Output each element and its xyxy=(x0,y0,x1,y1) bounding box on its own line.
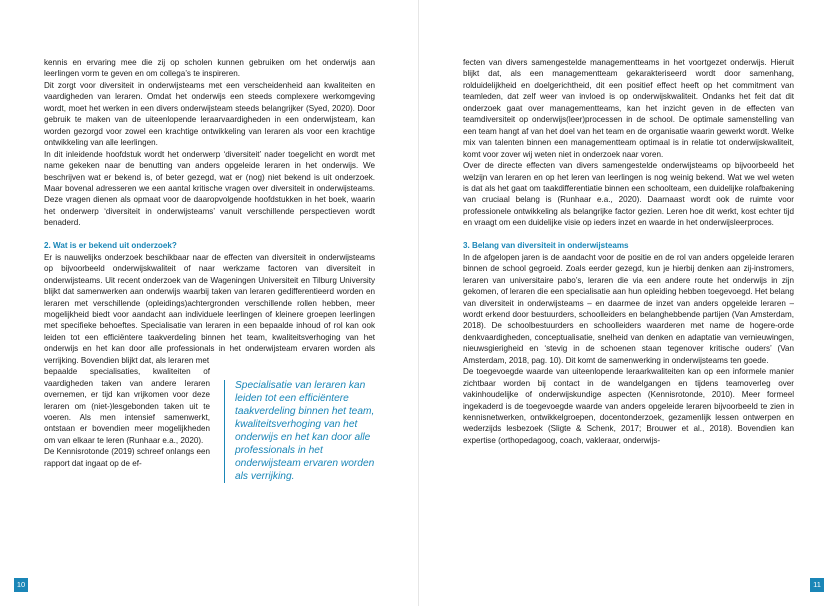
page-number-left: 10 xyxy=(14,578,28,592)
left-paragraph-2: Dit zorgt voor diversiteit in onderwijsteams met een verscheidenheid aan kwaliteiten en vaardigheden van leraren. Omdat het onderwijs een steeds complexere werkomgeving wordt, moet het werken in een divers onderwijsteam steeds belangrijker (Syed, 2020). Door gebruik te maken van de uiteenlopende leraarvaardigheden in een onderwijsteam, kan worden gezorgd voor zowel een krachtige ontwikkeling van leraren als voor een krachtige ontwikkeling van alle leerlingen. xyxy=(44,80,375,148)
section-heading-2: 2. Wat is er bekend uit onderzoek? xyxy=(44,241,177,251)
pull-quote: Specialisatie van leraren kan leiden tot een efficiëntere taakverdeling binnen het team, kwaliteitsverhoging van het onderwijs en het kan door alle professionals in het onderwijsteam ervaren worden als verrijking. xyxy=(224,380,390,483)
left-narrow-paragraph-2: De Kennisrotonde (2019) schreef onlangs een rapport dat ingaat op de ef- xyxy=(44,447,210,468)
left-text-column xyxy=(44,57,375,482)
right-paragraph-3: In de afgelopen jaren is de aandacht voor de positie en de rol van anders opgeleide leraren binnen de school gegroeid. Zoals eerder gezegd, kun je hierbij denken aan zij-instromers, leraren van universitaire pabo’s, leraren die via een andere route het onderwijs in zijn gekomen, of leraren die een specialisatie aan hun opleiding hebben toegevoegd. Het belang van diversiteit in onderwijsteams – en daarmee de inzet van anders opgeleide leraren – wordt erkend door bestuurders, schoolleiders en belanghebbende partijen (Van Amsterdam, 2018). De schoolbestuurders en schoolleiders waarderen met name de hogere-orde denkvaardigheden, conceptualisatie, snelheid van denken en adaptatie van vernieuwingen, nieuwsgierigheid en ‘stevig in de schoenen staan tegenover kritische ouders’ (Van Amsterdam, 2018, pag. 10). Dit komt de samenwerking in onderwijsteams ten goede. xyxy=(463,252,794,365)
section-heading-3: 3. Belang van diversiteit in onderwijsteams xyxy=(463,241,629,251)
right-text-column xyxy=(463,57,794,446)
left-paragraph-1: kennis en ervaring mee die zij op scholen kunnen gebruiken om het onderwijs aan leerlingen vorm te geven en om collega’s te inspireren. xyxy=(44,58,375,79)
left-section-paragraph: Er is nauwelijks onderzoek beschikbaar naar de effecten van diversiteit in onderwijsteams op bijvoorbeeld onderwijskwaliteit of naar werkzame factoren van diversiteit in onderwijsteams. Uit recent onderzoek van de Wageningen Universiteit en Tilburg University blijkt dat samenwerken aan onderwijs waarbij taken van leraren gedifferentieerd worden en leraren met verschillende (opleidings)achtergronden verschillende rollen hebben, meer mogelijkheid biedt voor aandacht aan individuele leerlingen of kleinere groepen leerlingen met specifieke behoeftes. Specialisatie van leraren in een bepaalde inhoud of rol kan ook leiden tot een efficiëntere taakverdeling binnen het team, kwaliteitsverhoging van het onderwijs en het kan door alle professionals in het onderwijsteam ervaren worden als verrijking. Bovendien blijkt dat, als leraren met xyxy=(44,252,375,365)
right-paragraph-4: De toegevoegde waarde van uiteenlopende leraarkwaliteiten kan op een informele manier zichtbaar worden bij contact in de wandelgangen en tijdens teamoverleg over vakinhoudelijke of onderwijskundige aspecten (Kennisrotonde, 2010). Meer formeel ingekaderd is de toegevoegde waarde van anders opgeleide leraren bijvoorbeeld te zien in kennisnetwerken, ontwikkelgroepen, docentonderzoek, gezamenlijk lessen ontwerpen en wederzijds lesbezoek (Sligte & Schenk, 2017; Brouwer et al., 2018). Bovendien kan expertise (orthopedagoog, coach, vakleraar, onderwijs- xyxy=(463,367,794,445)
left-paragraph-3: In dit inleidende hoofdstuk wordt het onderwerp ‘diversiteit’ nader toegelicht en wordt met name gekeken naar de benutting van anders opgeleide leraren in het onderwijs. We beschrijven wat er bekend is, of beter gezegd, wat er (nog) niet bekend is uit onderzoek. Maar bovenal adresseren we een aantal kritische vragen over diversiteit in onderwijsteams. Deze vragen dienen als opmaat voor de daaropvolgende hoofdstukken in het boek, waarin het onderwerp ‘diversiteit in onderwijsteams’ vanuit verschillende perspectieven wordt benaderd. xyxy=(44,149,375,228)
right-paragraph-2: Over de directe effecten van divers samengestelde onderwijsteams op bijvoorbeeld het welzijn van leraren en op het leren van leerlingen is nog weinig bekend. Wat we wel weten is dat als het gaat om taakdifferentiatie binnen een schoolteam, een duidelijke rolafbakening van cruciaal belang is (Runhaar e.a., 2020). Daarnaast wordt ook de ruimte voor professionele ontwikkeling als belangrijke factor gezien. Leren hoe dit werkt, kost echter tijd en vraagt om een duidelijke visie op ieders inzet en waarde in het onderwijsleerproces. xyxy=(463,161,794,228)
left-narrow-paragraph: bepaalde specialisaties, kwaliteiten of vaardigheden taken van andere leraren overnemen, er tijd kan vrijkomen voor deze leraren om (niet-)lesgebonden taken uit te voeren. Als men intensief samenwerkt, ontstaan er bovendien meer mogelijkheden om van elkaar te leren (Runhaar e.a., 2020). xyxy=(44,367,210,445)
pull-quote-block xyxy=(44,366,375,482)
right-paragraph-1: fecten van divers samengestelde managementteams in het voortgezet onderwijs. Hieruit blijkt dat, als een managementteam gekarakteriseerd wordt door samenhang, rolduidelijkheid en doelgerichtheid, dit een positief effect heeft op het commitment van teamleden, dat zelf weer van invloed is op onderwijskwaliteit. Ondanks het feit dat dit onderzoek gaat over managementteams, kan het inzicht geven in de effecten van teamdiversiteit op onderwijs(leer)processen in de school. De optimale samenstelling van een team hangt af van het doel van het team en de organisatie waarin gewerkt wordt. Welke mix van talenten binnen een managementteam optimaal is in relatie tot onderwijskwaliteit, komt voor zover wij weten niet in onderzoek naar voren. xyxy=(463,58,794,159)
page-number-right: 11 xyxy=(810,578,824,592)
right-page xyxy=(419,0,838,606)
